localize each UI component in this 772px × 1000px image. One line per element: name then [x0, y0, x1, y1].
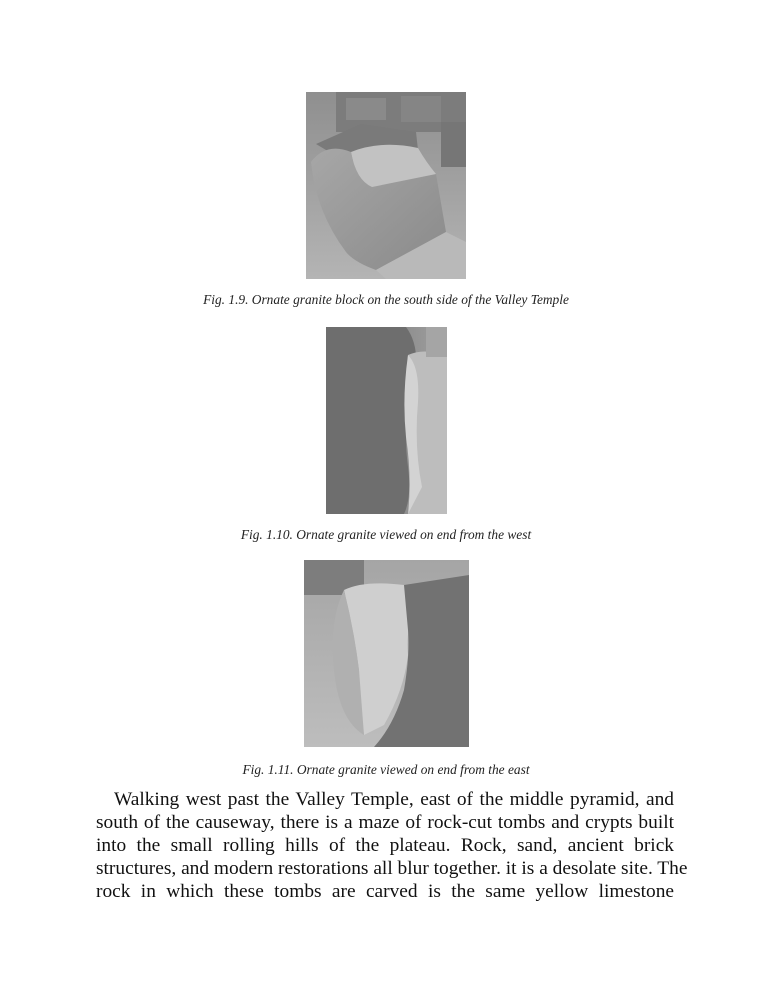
figure-1-10-caption: Fig. 1.10. Ornate granite viewed on end from the west	[240, 527, 532, 542]
figure-1-11-caption: Fig. 1.11. Ornate granite viewed on end from the east	[242, 762, 530, 777]
body-line: structures, and modern restorations all blur together. it is a desolate site. The	[96, 858, 688, 879]
figure-1-11-photo	[304, 560, 469, 747]
figure-1-9-caption: Fig. 1.9. Ornate granite block on the south side of the Valley Temple	[203, 292, 569, 307]
figure-1-9-photo	[306, 92, 466, 279]
figure-1-10-photo	[326, 327, 447, 514]
body-line: Walking west past the Valley Temple, east of the middle pyramid, and	[114, 789, 674, 810]
body-line: south of the causeway, there is a maze of rock-cut tombs and crypts built	[96, 812, 674, 833]
body-line: into the small rolling hills of the plateau. Rock, sand, ancient brick	[96, 835, 674, 856]
body-line: rock in which these tombs are carved is the same yellow limestone	[96, 881, 674, 902]
body-paragraph	[96, 788, 688, 903]
